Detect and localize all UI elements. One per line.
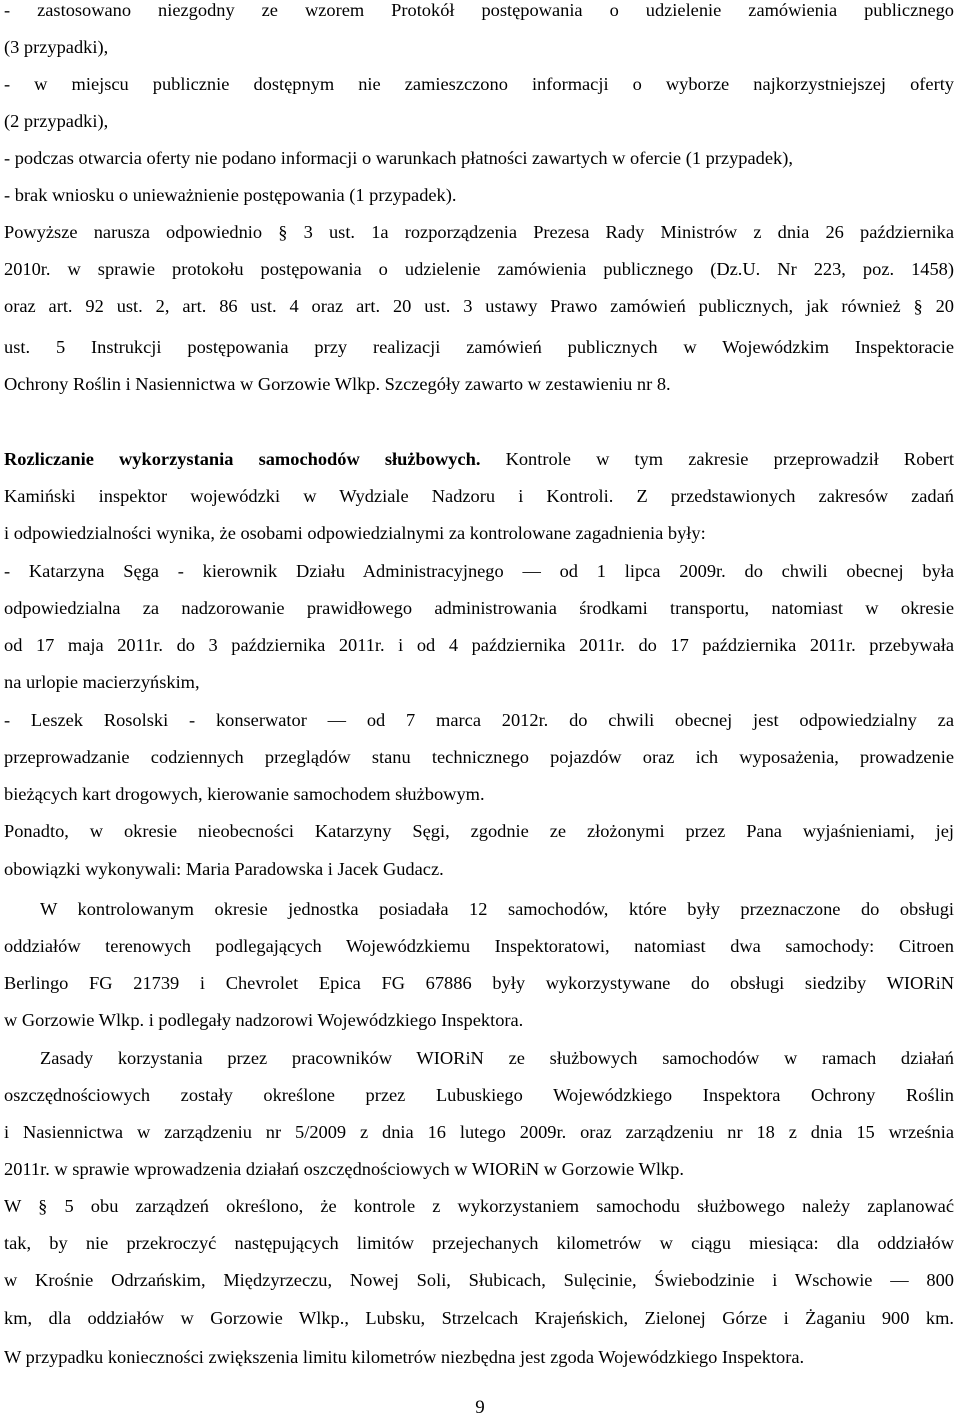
text-line: oraz art. 92 ust. 2, art. 86 ust. 4 oraz art. 20 ust. 3 ustawy Prawo zamówień publicznych, jak również § 20: [4, 296, 954, 316]
text-line: Zasady korzystania przez pracowników WIORiN ze służbowych samochodów w ramach działań: [40, 1048, 954, 1068]
text-line: Kamiński inspektor wojewódzki w Wydziale Nadzoru i Kontroli. Z przedstawionych zakresów zadań: [4, 486, 954, 506]
text-line: oddziałów terenowych podlegających Wojewódzkiemu Inspektoratowi, natomiast dwa samochody: Citroen: [4, 936, 954, 956]
text-line: W § 5 obu zarządzeń określono, że kontrole z wykorzystaniem samochodu służbowego należy zaplanować: [4, 1196, 954, 1216]
text-line: Ochrony Roślin i Nasiennictwa w Gorzowie Wlkp. Szczegóły zawarto w zestawieniu nr 8.: [4, 374, 671, 394]
text-line: oszczędnościowych zostały określone przez Lubuskiego Wojewódzkiego Inspektora Ochrony Roślin: [4, 1085, 954, 1105]
text-line: W kontrolowanym okresie jednostka posiadała 12 samochodów, które były przeznaczone do obsługi: [40, 899, 954, 919]
section-paragraph-line: [4, 447, 954, 471]
text-line: Ponadto, w okresie nieobecności Katarzyny Sęgi, zgodnie ze złożonymi przez Pana wyjaśnieniami, jej: [4, 821, 954, 841]
text-line: ust. 5 Instrukcji postępowania przy realizacji zamówień publicznych w Wojewódzkim Inspektoracie: [4, 337, 954, 357]
text-line: - podczas otwarcia oferty nie podano informacji o warunkach płatności zawartych w ofercie (1 przypadek),: [4, 148, 793, 168]
text-line: na urlopie macierzyńskim,: [4, 672, 200, 692]
page-number: 9: [475, 1397, 485, 1418]
text-line: (3 przypadki),: [4, 37, 109, 57]
text-line: i odpowiedzialności wynika, że osobami odpowiedzialnymi za kontrolowane zagadnienia były:: [4, 523, 706, 543]
text-line: 2010r. w sprawie protokołu postępowania o udzielenie zamówienia publicznego (Dz.U. Nr 223, poz. 1458): [4, 259, 954, 279]
text-line: Powyższe narusza odpowiednio § 3 ust. 1a rozporządzenia Prezesa Rady Ministrów z dnia 26 października: [4, 222, 954, 242]
text-line: - brak wniosku o unieważnienie postępowania (1 przypadek).: [4, 185, 457, 205]
text-line: W przypadku konieczności zwiększenia limitu kilometrów niezbędna jest zgoda Wojewódzkiego Inspektora.: [4, 1347, 805, 1367]
text-line: tak, by nie przekroczyć następujących limitów przejechanych kilometrów w ciągu miesiąca: dla oddziałów: [4, 1233, 954, 1253]
text-line: w Krośnie Odrzańskim, Międzyrzeczu, Nowej Soli, Słubicach, Sulęcinie, Świebodzinie i Wschowie — 800: [4, 1270, 954, 1290]
text-line: - w miejscu publicznie dostępnym nie zamieszczono informacji o wyborze najkorzystniejszej oferty: [4, 74, 954, 94]
text-line: bieżących kart drogowych, kierowanie samochodem służbowym.: [4, 784, 485, 804]
text-line: obowiązki wykonywali: Maria Paradowska i Jacek Gudacz.: [4, 859, 444, 879]
text-line: od 17 maja 2011r. do 3 października 2011r. i od 4 października 2011r. do 17 października 2011r. przebywała: [4, 635, 954, 655]
text-line: odpowiedzialna za nadzorowanie prawidłowego administrowania środkami transportu, natomiast w okresie: [4, 598, 954, 618]
text-line: Berlingo FG 21739 i Chevrolet Epica FG 67886 były wykorzystywane do obsługi siedziby WIORiN: [4, 973, 954, 993]
text-line: km, dla oddziałów w Gorzowie Wlkp., Lubsku, Strzelcach Krajeńskich, Zielonej Górze i Żaganiu 900 km.: [4, 1308, 954, 1328]
text-line: - zastosowano niezgodny ze wzorem Protokół postępowania o udzielenie zamówienia publicznego: [4, 0, 954, 20]
text-line: 2011r. w sprawie wprowadzenia działań oszczędnościowych w WIORiN w Gorzowie Wlkp.: [4, 1159, 684, 1179]
section-text: Kontrole w tym zakresie przeprowadził Robert: [505, 449, 954, 469]
text-line: (2 przypadki),: [4, 111, 109, 131]
text-line: - Katarzyna Sęga - kierownik Działu Administracyjnego — od 1 lipca 2009r. do chwili obecnej była: [4, 561, 954, 581]
text-line: w Gorzowie Wlkp. i podlegały nadzorowi Wojewódzkiego Inspektora.: [4, 1010, 524, 1030]
text-line: i Nasiennictwa w zarządzeniu nr 5/2009 z dnia 16 lutego 2009r. oraz zarządzeniu nr 18 z dnia 15 września: [4, 1122, 954, 1142]
text-line: - Leszek Rosolski - konserwator — od 7 marca 2012r. do chwili obecnej jest odpowiedzialny za: [4, 710, 954, 730]
section-heading: Rozliczanie wykorzystania samochodów służbowych.: [4, 449, 481, 469]
text-line: przeprowadzanie codziennych przeglądów stanu technicznego pojazdów oraz ich wyposażenia, prowadzenie: [4, 747, 954, 767]
